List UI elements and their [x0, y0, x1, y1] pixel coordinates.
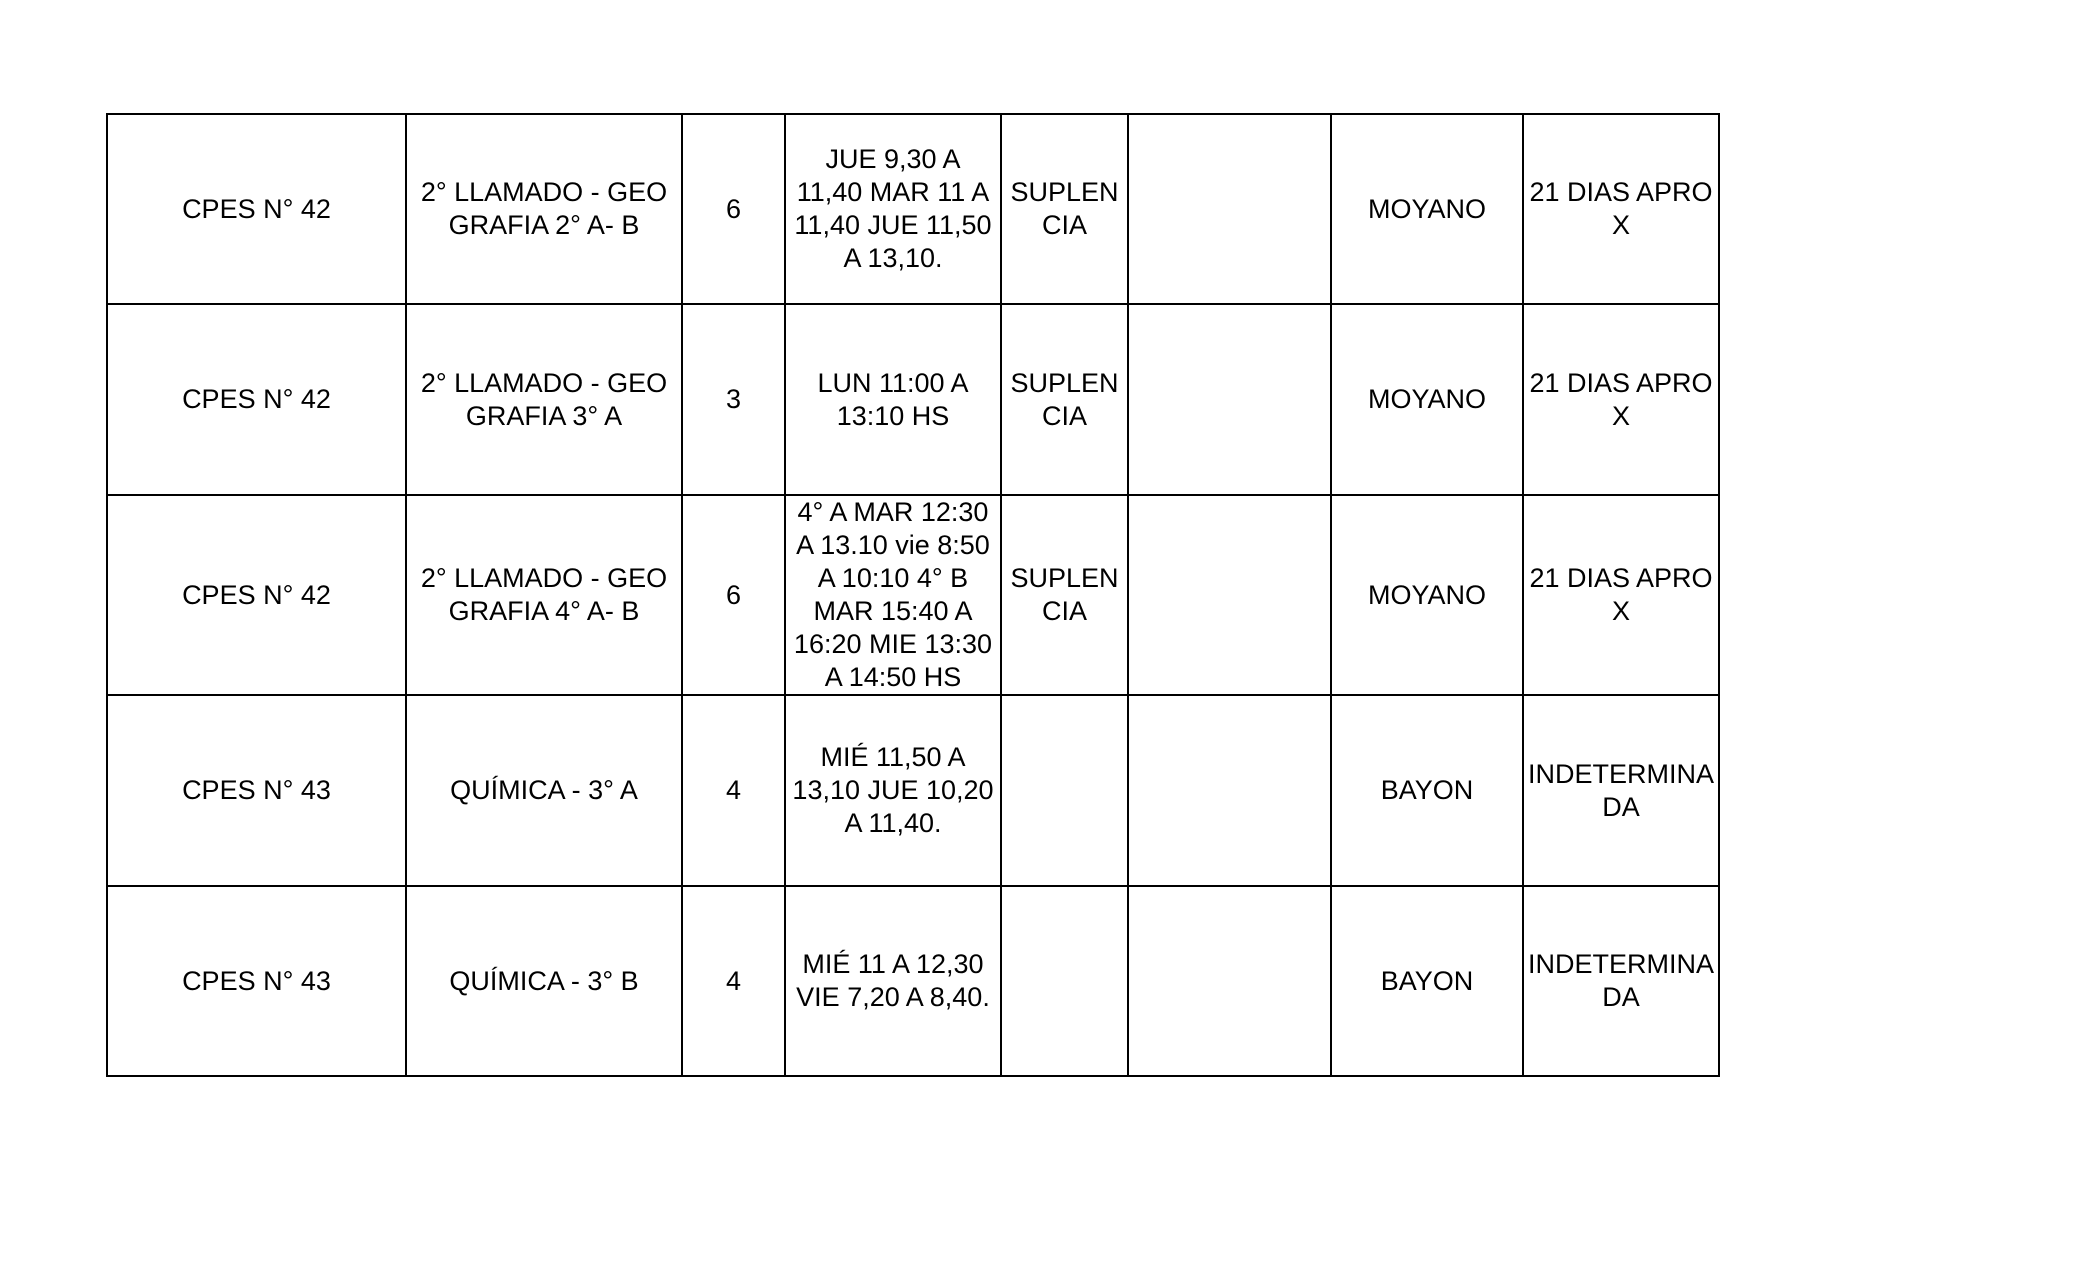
type-cell: SUPLEN CIA [1001, 304, 1128, 495]
subject-cell: 2° LLAMADO - GEOGRAFIA 2° A- B [406, 114, 682, 304]
schedule-cell: JUE 9,30 A 11,40 MAR 11 A 11,40 JUE 11,50 A 13,10. [785, 114, 1001, 304]
school-cell: CPES N° 43 [107, 695, 406, 886]
school-cell: CPES N° 43 [107, 886, 406, 1076]
teacher-cell: MOYANO [1331, 114, 1523, 304]
table-row [107, 114, 1719, 304]
type-cell: SUPLEN CIA [1001, 114, 1128, 304]
school-cell: CPES N° 42 [107, 495, 406, 695]
schedule-cell: MIÉ 11,50 A 13,10 JUE 10,20 A 11,40. [785, 695, 1001, 886]
duration-cell: INDETERMINADA [1523, 886, 1719, 1076]
teacher-cell: MOYANO [1331, 495, 1523, 695]
teacher-cell: BAYON [1331, 695, 1523, 886]
schedule-cell: MIÉ 11 A 12,30 VIE 7,20 A 8,40. [785, 886, 1001, 1076]
schedule-cell: 4° A MAR 12:30 A 13.10 vie 8:50 A 10:10 4° B MAR 15:40 A 16:20 MIE 13:30 A 14:50 HS [785, 495, 1001, 695]
type-cell [1001, 695, 1128, 886]
schedule-cell: LUN 11:00 A 13:10 HS [785, 304, 1001, 495]
blank-cell [1128, 695, 1331, 886]
subject-cell: 2° LLAMADO - GEOGRAFIA 4° A- B [406, 495, 682, 695]
type-cell: SUPLEN CIA [1001, 495, 1128, 695]
duration-cell: 21 DIAS APROX [1523, 495, 1719, 695]
table-row [107, 495, 1719, 695]
duration-cell: 21 DIAS APROX [1523, 114, 1719, 304]
blank-cell [1128, 886, 1331, 1076]
vacancy-table [106, 113, 1720, 1077]
blank-cell [1128, 304, 1331, 495]
duration-cell: 21 DIAS APROX [1523, 304, 1719, 495]
blank-cell [1128, 114, 1331, 304]
teacher-cell: BAYON [1331, 886, 1523, 1076]
table-row [107, 886, 1719, 1076]
hours-count-cell: 3 [682, 304, 785, 495]
subject-cell: 2° LLAMADO - GEOGRAFIA 3° A [406, 304, 682, 495]
hours-count-cell: 4 [682, 695, 785, 886]
table-row [107, 695, 1719, 886]
subject-cell: QUÍMICA - 3° B [406, 886, 682, 1076]
table-row [107, 304, 1719, 495]
hours-count-cell: 4 [682, 886, 785, 1076]
duration-cell: INDETERMINADA [1523, 695, 1719, 886]
school-cell: CPES N° 42 [107, 304, 406, 495]
hours-count-cell: 6 [682, 495, 785, 695]
type-cell [1001, 886, 1128, 1076]
teacher-cell: MOYANO [1331, 304, 1523, 495]
subject-cell: QUÍMICA - 3° A [406, 695, 682, 886]
blank-cell [1128, 495, 1331, 695]
school-cell: CPES N° 42 [107, 114, 406, 304]
hours-count-cell: 6 [682, 114, 785, 304]
